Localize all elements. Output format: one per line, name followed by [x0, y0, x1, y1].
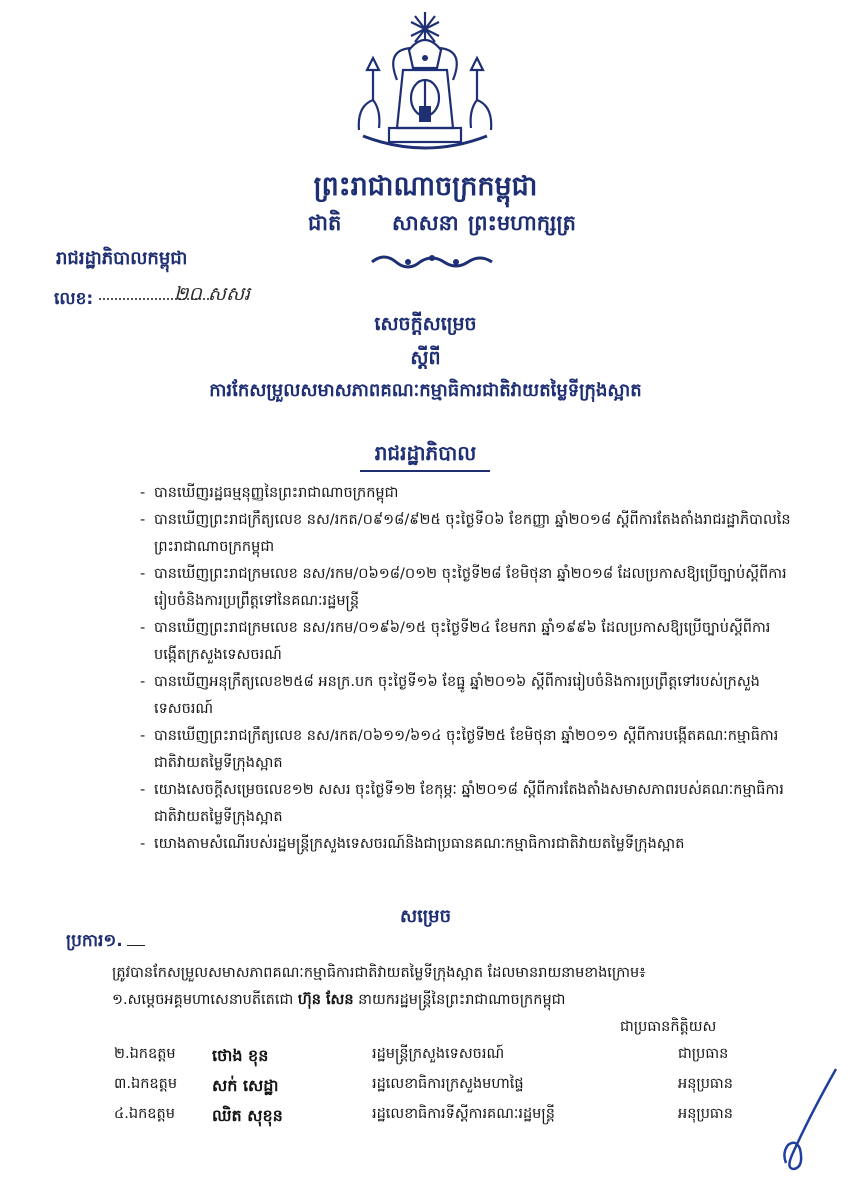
article-body [112, 960, 832, 1014]
heading-underline [360, 470, 490, 472]
member-row [0, 1075, 851, 1105]
decision-heading: សម្រេច [399, 906, 452, 927]
preamble-item: - បានឃើញព្រះរាជក្រមលេខ នស/រកម/០៦១៨/០១២ ចុះថ្ងៃទី២៨ ខែមិថុនា ឆ្នាំ២០១៨ ដែលប្រកាសឱ្យប្រើច្បាប់ស្តីពីការរៀបចំនិងការប្រព្រឹត្តទៅនៃគណៈរដ្ឋមន្ត្រី [140, 561, 800, 615]
member-row [0, 1105, 851, 1135]
member-role: អនុប្រធាន [678, 1076, 733, 1092]
preamble-item: - បានឃើញអនុក្រឹត្យលេខ២៥៨ អនក្រ.បក ចុះថ្ងៃទី១៦ ខែធ្នូ ឆ្នាំ២០១៦ ស្តីពីការរៀបចំនិងការប្រព្រឹត្តទៅរបស់ក្រសួងទេសចរណ៍ [140, 669, 800, 723]
motto-religion: សាសនា [392, 210, 459, 235]
royal-emblem-icon [345, 10, 505, 165]
number-label: លេខ: [54, 289, 94, 309]
member-row [0, 1045, 851, 1075]
kingdom-title: ព្រះរាជាណាចក្រកម្ពុជា [313, 171, 538, 202]
preamble-list [140, 480, 800, 858]
article-label: ប្រការ១. [66, 930, 145, 955]
preamble-item: - យោងតាមសំណើរបស់រដ្ឋមន្ត្រីក្រសួងទេសចរណ៍និងជាប្រធានគណៈកម្មាធិការជាតិវាយតម្លៃទីក្រុងស្អាត [140, 831, 800, 858]
preamble-item: - បានឃើញព្រះរាជក្រឹត្យលេខ នស/រកត/០៩១៨/៩២៥ ចុះថ្ងៃទី០៦ ខែកញ្ញា ឆ្នាំ២០១៨ ស្តីពីការតែងតាំងរាជរដ្ឋាភិបាលនៃព្រះរាជាណាចក្រកម្ពុជា [140, 507, 800, 561]
subject-label: ស្តីពី [410, 347, 441, 369]
preamble-heading: រាជរដ្ឋាភិបាល [374, 441, 477, 465]
member-title: សម្តេចអគ្គមហាសេនាបតីតេជោ [127, 992, 294, 1008]
member-number: ៤.ឯកឧត្តម [114, 1106, 175, 1122]
member-number: ២.ឯកឧត្តម [114, 1046, 176, 1062]
document-type: សេចក្តីសម្រេច [374, 313, 477, 335]
member-name: ហ៊ុន សែន [297, 992, 354, 1008]
first-member-line [112, 987, 832, 1014]
preamble-item: - បានឃើញព្រះរាជក្រមលេខ នស/រកម/០១៩៦/១៥ ចុះថ្ងៃទី២៤ ខែមករា ឆ្នាំ១៩៩៦ ដែលប្រកាសឱ្យប្រើច្បាប់ស្តីពីការបង្កើតក្រសួងទេសចរណ៍ [140, 615, 800, 669]
member-role: ជាប្រធាន [678, 1046, 729, 1062]
member-role: ជាប្រធានកិត្តិយស [620, 1019, 717, 1035]
member-number: ១. [112, 992, 128, 1008]
subject-title: ការកែសម្រួលសមាសភាពគណៈកម្មាធិការជាតិវាយតម្លៃទីក្រុងស្អាត [209, 380, 642, 401]
member-position: រដ្ឋលេខាធិការទីស្តីការគណៈរដ្ឋមន្ត្រី [372, 1106, 555, 1122]
preamble-item: - បានឃើញព្រះរាជក្រឹត្យលេខ នស/រកត/០៦១១/៦១៤ ចុះថ្ងៃទី២៥ ខែមិថុនា ឆ្នាំ២០១១ ស្តីពីការបង្កើតគណៈកម្មាធិការជាតិវាយតម្លៃទីក្រុងស្អាត [140, 723, 800, 777]
ornament-divider-icon [368, 250, 496, 272]
member-number: ៣.ឯកឧត្តម [114, 1076, 178, 1092]
issuer-government: រាជរដ្ឋាភិបាលកម្ពុជា [56, 248, 188, 269]
member-name: សក់ សេដ្ឋា [212, 1076, 279, 1095]
member-position: នាយករដ្ឋមន្ត្រីនៃព្រះរាជាណាចក្រកម្ពុជា [358, 992, 566, 1008]
reference-number [54, 283, 251, 313]
motto-nation: ជាតិ [308, 210, 342, 235]
preamble-item: - បានឃើញរដ្ឋធម្មនុញ្ញនៃព្រះរាជាណាចក្រកម្ពុជា [140, 480, 800, 507]
member-name: ឈិត សុខុន [212, 1106, 283, 1125]
initial-signature-icon [770, 1065, 840, 1175]
article-text: ត្រូវបានកែសម្រួលសមាសភាពគណៈកម្មាធិការជាតិវាយតម្លៃទីក្រុងស្អាត ដែលមានរាយនាមខាងក្រោម៖ [112, 965, 646, 981]
preamble-item: - យោងសេចក្តីសម្រេចលេខ១២ សសរ ចុះថ្ងៃទី១២ ខែកុម្ភៈ ឆ្នាំ២០១៨ ស្តីពីការតែងតាំងសមាសភាពរបស់គណៈកម្មាធិការជាតិវាយតម្លៃទីក្រុងស្អាត [140, 777, 800, 831]
member-name: ថោង ខុន [212, 1046, 269, 1065]
member-role: អនុប្រធាន [678, 1106, 733, 1122]
number-handwritten: ២០ សសរ [174, 283, 251, 305]
member-position: រដ្ឋលេខាធិការក្រសួងមហាផ្ទៃ [372, 1076, 524, 1092]
member-position: រដ្ឋមន្ត្រីក្រសួងទេសចរណ៍ [372, 1046, 505, 1062]
motto-king: ព្រះមហាក្សត្រ [468, 210, 576, 235]
